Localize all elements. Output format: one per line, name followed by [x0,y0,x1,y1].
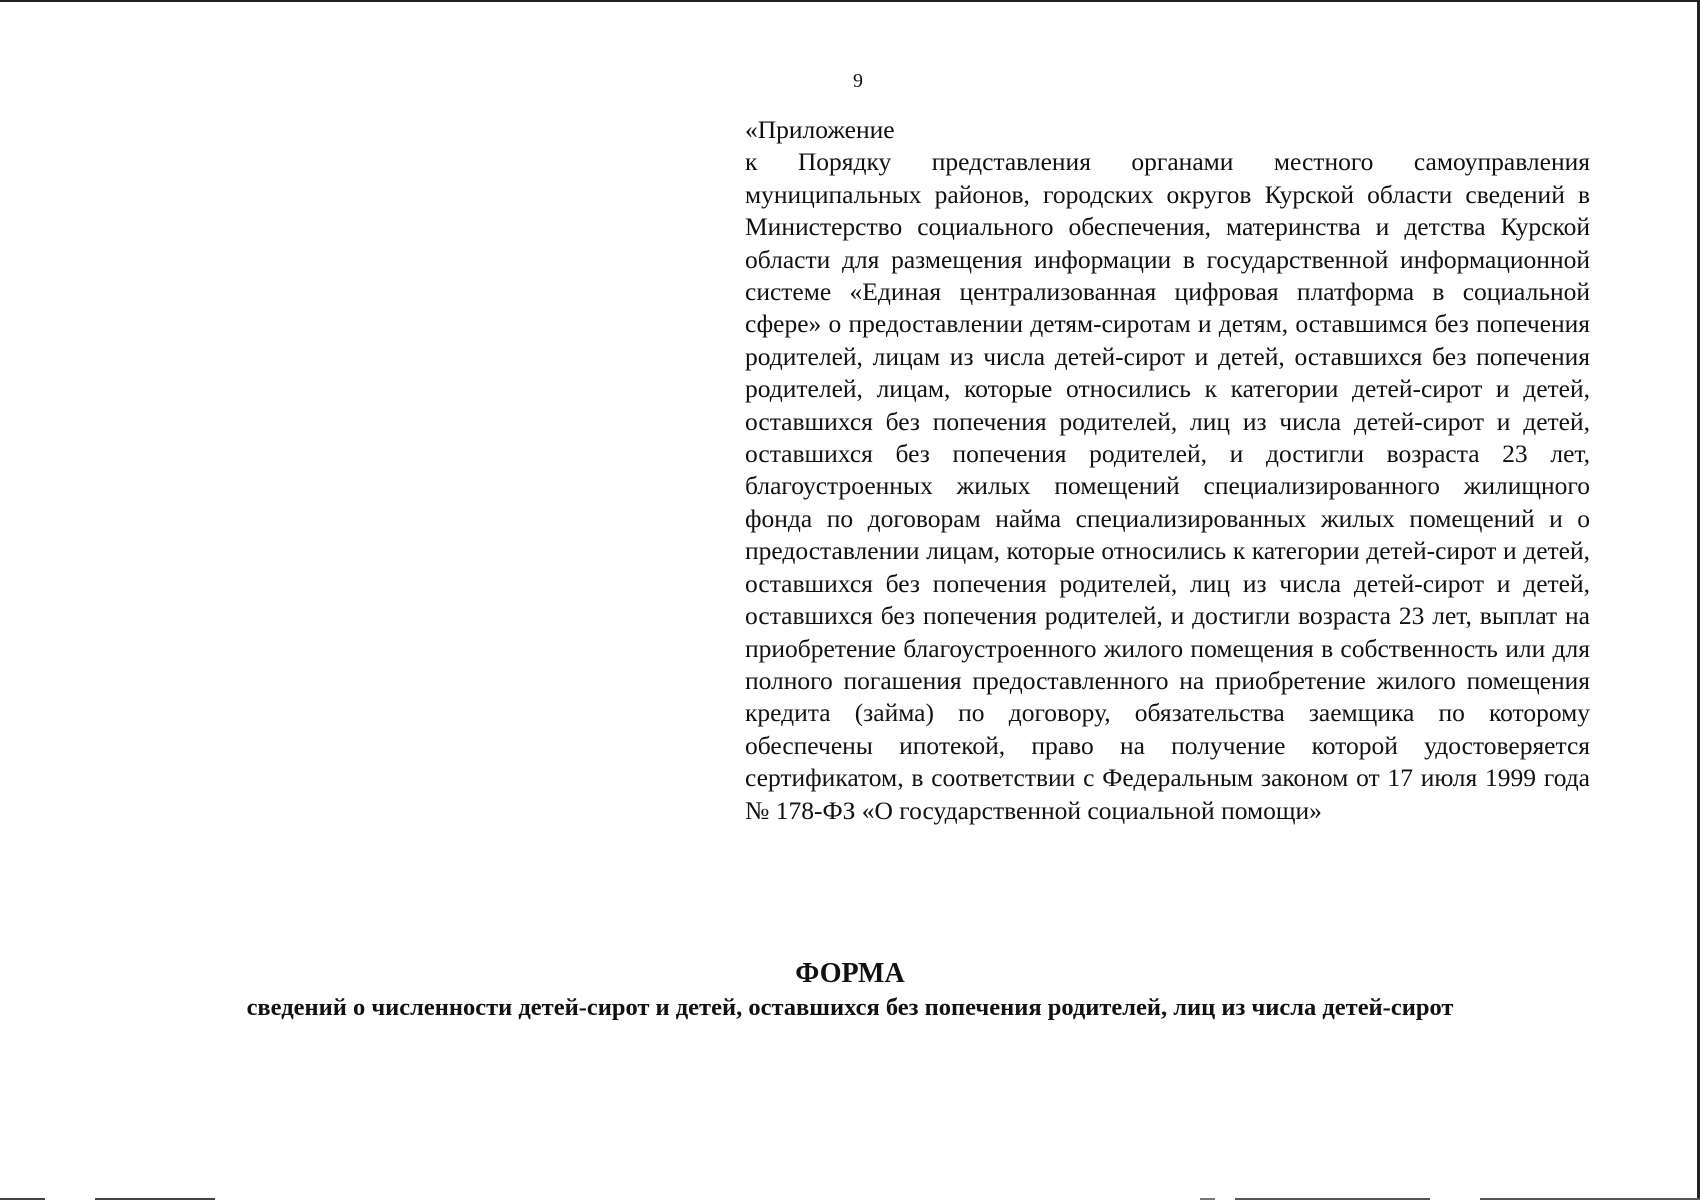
scan-edge-top [0,0,1700,2]
page-number: 9 [853,70,863,92]
form-subheading: сведений о численности детей-сирот и детей, оставшихся без попечения родителей, лиц из числа детей-сирот [246,994,1454,1021]
appendix-block [745,114,1590,827]
appendix-title: «Приложение [745,115,895,144]
form-heading: ФОРМА [795,958,905,989]
appendix-text: к Порядку представления органами местного самоуправления муниципальных районов, городских округов Курской области сведений в Министерство социального обеспечения, материнства и детства Курской области для размещения информации в государственной информационной системе «Единая централизованная цифровая платформа в социальной сфере» о предоставлении детям-сиротам и детям, оставшимся без попечения родителей, лицам из числа детей-сирот и детей, оставшихся без попечения родителей, лицам, которые относились к категории детей-сирот и детей, оставшихся без попечения родителей, лиц из числа детей-сирот и детей, оставшихся без попечения родителей, и достигли возраста 23 лет, благоустроенных жилых помещений специализированного жилищного фонда по договорам найма специализированных жилых помещений и о предоставлении лицам, которые относились к категории детей-сирот и детей, оставшихся без попечения родителей, лиц из числа детей-сирот и детей, оставшихся без попечения родителей, и достигли возраста 23 лет, выплат на приобретение благоустроенного жилого помещения в собственность или для полного погашения предоставленного на приобретение жилого помещения кредита (займа) по договору, обязательства заемщика по которому обеспечены ипотекой, право на получение которой удостоверяется сертификатом, в соответствии с Федеральным законом от 17 июля 1999 года № 178-ФЗ «О государственной социальной помощи» [745,147,1590,825]
